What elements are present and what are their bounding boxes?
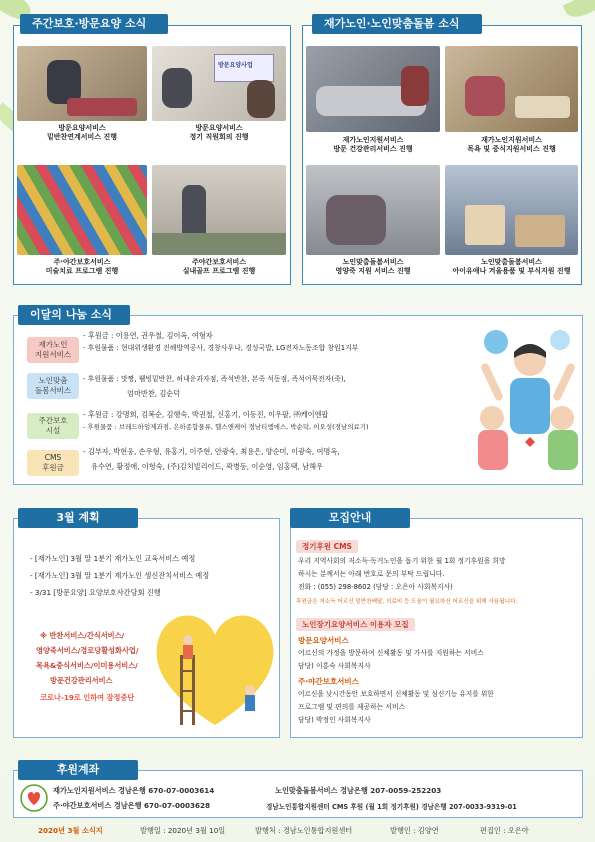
sharing-category-custom-care [27,373,79,399]
daycare-photo-1 [17,46,147,121]
heart-hands-logo [20,784,48,812]
visit-care-text: 어르신의 가정을 방문하여 신체활동 및 가사를 지원하는 서비스 [298,649,484,657]
visit-care-contact: 담당) 이홍숙 사회복지사 [298,662,371,670]
cms-note: 후원금은 저소득 어르신 밑반찬배달, 의료비 등 도움이 필요하신 어르신을 위해 사용됩니다. [296,599,518,605]
sharing-daycare-line-1: - 후원금 : 강명희, 김복순, 김행숙, 박권철, 신홍기, 이동진, 이우팔, ㈜케이엔팝 [83,410,329,419]
photo-sign-text: 방문요양사업 [218,62,253,69]
sharing-category-label-line: 주간보호 [38,416,68,425]
plan-notice-2: 영양죽서비스/경로당활성화사업/ [36,646,139,655]
homecare-photo-2-caption-2: 목욕 및 중식지원서비스 진행 [467,145,556,153]
plan-item-2: - [재가노인] 3월 말 1분기 재가노인 생신잔치서비스 예정 [30,571,210,580]
sharing-cms-line-1: - 김부자, 박현웅, 손우형, 유홍기, 이주현, 안광숙, 최용은, 양순미, 이광숙, 여명옥, [83,447,340,456]
sharing-category-label-line: CMS [44,453,62,462]
daycare-photo-2-caption-1: 방문요양서비스 [195,124,243,132]
footer-issue: 2020년 3월 소식지 [38,826,103,835]
homecare-photo-2-caption-1: 재가노인지원서비스 [481,136,542,144]
cms-tag: 정기후원 CMS [296,540,358,553]
homecare-photo-3 [306,165,440,255]
sharing-homecare-line-1: - 후원금 : 이용연, 권우철, 김이옥, 여형자 [83,331,213,340]
sharing-category-label-line: 지원서비스 [34,350,72,359]
footer-issuer: 발행인 : 김양연 [390,826,439,835]
leaf-decoration-top-right [563,0,595,22]
visit-care-title: 방문요양서비스 [298,636,349,645]
footer-editor: 편집인 : 오은아 [480,826,529,835]
sharing-category-label-line: 시설 [45,426,61,435]
homecare-photo-1-caption-1: 재가노인지원서비스 [342,136,404,144]
homecare-photo-3-caption-2: 영양죽 지원 서비스 진행 [335,267,411,275]
cms-phone: 전화 : (055) 298-8602 (담당 : 오은아 사회복지사) [298,583,453,591]
sponsor-row2-left: 주·야간보호서비스 경남은행 670-07-0003628 [53,801,211,810]
homecare-news-title: 재가노인·노인맞춤돌봄 소식 [312,14,482,34]
daycare-photo-1-caption-2: 밑반찬연계서비스 진행 [46,133,118,141]
homecare-photo-4 [445,165,578,255]
sponsor-row1-left: 재가노인지원서비스 경남은행 670-07-0003614 [53,786,215,795]
homecare-photo-1 [306,46,440,132]
sponsor-row1-right: 노인맞춤돌봄서비스 경남은행 207-0059-252203 [275,786,442,795]
homecare-photo-4-caption-1: 노인맞춤돌봄서비스 [481,258,542,266]
footer-date: 발행일 : 2020년 3월 10일 [140,826,226,835]
homecare-photo-3-caption-1: 노인맞춤돌봄서비스 [342,258,404,266]
sharing-custom-care-line-2: 엄마반찬, 김순덕 [127,389,181,398]
day-care-text-2: 프로그램 및 편의를 제공하는 서비스 [298,703,406,711]
daycare-photo-3-caption-1: 주·야간보호서비스 [53,258,111,266]
day-care-contact: 담당) 박정인 사회복지사 [298,716,371,724]
homecare-photo-1-caption-2: 방문 건강관리서비스 진행 [333,145,413,153]
plan-suspend-note: 코로나-19로 인하여 잠정중단 [40,693,135,702]
sharing-title: 이달의 나눔 소식 [18,305,130,325]
plan-notice-3: 목욕&중식서비스/이미용서비스/ [36,661,138,670]
daycare-photo-4-caption-1: 주야간보호서비스 [191,258,247,266]
cms-text-1: 우리 지역사회의 저소득·독거노인을 돕기 위한 월 1회 정기후원을 희망 [298,557,506,565]
daycare-photo-3-caption-2: 미술치료 프로그램 진행 [45,267,119,275]
day-care-text-1: 어르신을 낮시간동안 보호하면서 신체활동 및 심신기능 유지를 위한 [298,690,494,698]
plan-notice-1: ※ 반찬서비스/간식서비스/ [40,631,125,640]
sharing-illustration [470,322,580,472]
day-care-title: 주·야간보호서비스 [298,677,359,686]
sharing-category-homecare [27,337,79,363]
sharing-category-label-line: 재가노인 [38,340,68,349]
sharing-cms-line-2: 유수연, 황정애, 이헝숙, (주)김치빌리어드, 곽병동, 이순영, 임홍택, 남해우 [91,462,324,471]
plan-item-3: - 3/31 [방문요양] 요양보호사간담회 진행 [30,588,161,597]
daycare-photo-3 [17,165,147,255]
daycare-news-title: 주간보호·방문요양 소식 [20,14,168,34]
user-recruit-tag: 노인장기요양서비스 이용자 모집 [296,618,415,631]
sharing-daycare-line-2: - 후원물품 : 브레드하임제과점, 은하종합물류, 헬스앤케어 경남티엠에스, 박순덕, 이오성(경남의료기) [83,423,369,431]
sharing-homecare-line-2: - 후원물품 : 현대위생환경 진해방역공사, 경창사우나, 경성국밥, LG전자노동조합 창원1지부 [83,344,359,352]
sharing-category-label-line: 돌봄서비스 [34,386,72,395]
homecare-photo-4-caption-2: 아이유애나 겨울용품 및 부식지원 진행 [452,267,571,275]
sharing-category-cms [27,450,79,476]
sharing-category-label-line: 후원금 [42,463,64,472]
sponsor-title: 후원계좌 [18,760,138,780]
sharing-category-daycare [27,413,79,439]
sponsor-row2-right: 경남노인통합지원센터 CMS 후원 (월 1회 정기후원) 경남은행 207-0033-9319-01 [266,803,517,811]
sharing-custom-care-line-1: - 후원물품 : 맛짱, 웰빙밑반찬, 허내운과자점, 즉석반찬, 본죽 석동점, 즉석어묵전자(죽), [83,375,346,383]
heart-illustration [150,600,280,735]
cms-text-2: 하시는 분께서는 아래 번호로 문의 부탁 드립니다. [298,570,445,578]
daycare-photo-2-caption-2: 정기 직원회의 진행 [189,133,249,141]
footer-publisher: 발행처 : 경남노인통합지원센터 [255,826,353,835]
daycare-photo-1-caption-1: 방문요양서비스 [58,124,106,132]
plan-title: 3월 계획 [18,508,138,528]
daycare-photo-4-caption-2: 실내골프 프로그램 진행 [182,267,256,275]
sharing-category-label-line: 노인맞춤 [38,376,68,385]
daycare-photo-4 [152,165,286,255]
recruit-title: 모집안내 [290,508,410,528]
daycare-photo-2 [152,46,286,121]
plan-notice-4: 방문건강관리서비스 [50,676,113,685]
plan-item-1: - [재가노인] 3월 말 1분기 재가노인 교육서비스 예정 [30,554,196,563]
homecare-photo-2 [445,46,578,132]
